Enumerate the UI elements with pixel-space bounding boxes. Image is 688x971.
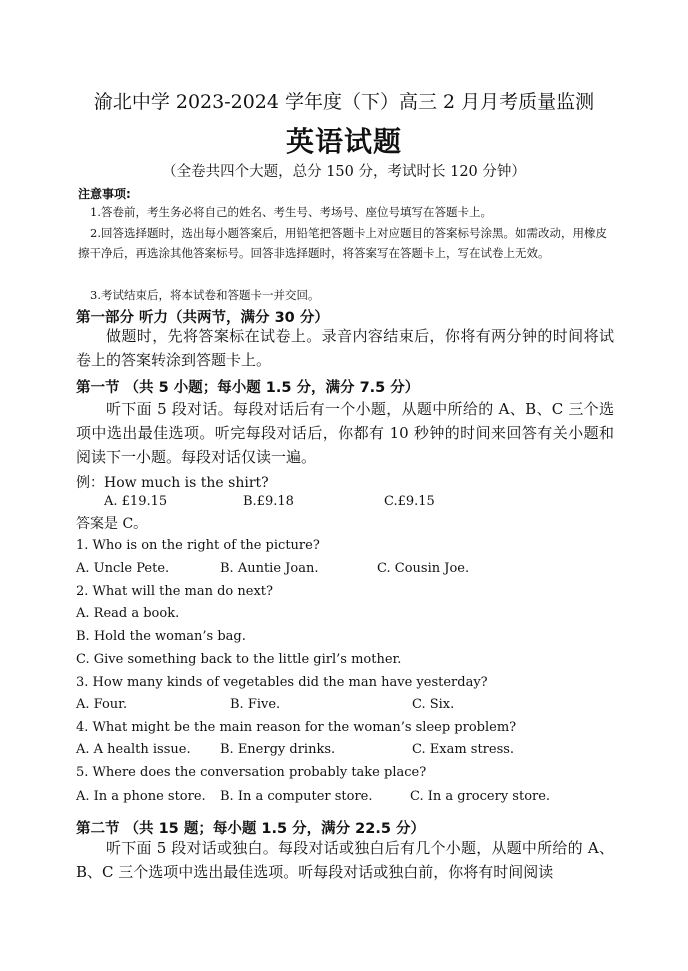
exam-subtitle: （全卷共四个大题，总分 150 分，考试时长 120 分钟） [162,164,526,180]
notice-item-1: 1.答卷前，考生务必将自己的姓名、考生号、考场号、座位号填写在答题卡上。 [90,205,492,219]
example-option-a: A. £19.15 [104,494,168,509]
question-3-option-b: B. Five. [230,697,281,712]
notice-item-2: 2.回答选择题时，选出每小题答案后，用铅笔把答题卡上对应题目的答案标号涂黑。如需改动，用橡皮擦干净后，再选涂其他答案标号。回答非选择题时，将答案写在答题卡上，写在试卷上无效。 [78,226,607,260]
question-3-option-c: C. Six. [412,697,455,712]
section1-heading: 第一节 （共 5 小题；每小题 1.5 分，满分 7.5 分） [76,380,420,396]
example-answer: 答案是 C。 [76,516,148,532]
question-5: 5. Where does the conversation probably take place? [76,765,427,780]
exam-title: 渝北中学 2023-2024 学年度（下）高三 2 月月考质量监测 [93,91,595,113]
question-2-option-c: C. Give something back to the little girl’s mother. [76,652,402,667]
question-4-option-c: C. Exam stress. [412,742,515,757]
question-4-option-b: B. Energy drinks. [220,742,336,757]
question-1-option-c: C. Cousin Joe. [377,561,470,576]
example-question: 例：How much is the shirt? [76,475,269,491]
notice-heading: 注意事项: [78,187,131,201]
example-option-c: C.£9.15 [384,494,435,509]
notice-item-3: 3.考试结束后，将本试卷和答题卡一并交回。 [90,288,320,302]
question-4-option-a: A. A health issue. [76,742,191,757]
question-5-option-a: A. In a phone store. [76,789,206,804]
question-5-option-b: B. In a computer store. [220,789,373,804]
question-1: 1. Who is on the right of the picture? [76,538,320,553]
question-2-option-a: A. Read a book. [76,606,180,621]
question-5-option-c: C. In a grocery store. [410,789,551,804]
part1-intro: 做题时，先将答案标在试卷上。录音内容结束后，你将有两分钟的时间将试卷上的答案转涂到答题卡上。 [76,327,614,369]
subject-title: 英语试题 [285,125,402,158]
question-3-option-a: A. Four. [76,697,128,712]
question-1-option-a: A. Uncle Pete. [76,561,170,576]
section1-intro: 听下面 5 段对话。每段对话后有一个小题，从题中所给的 A、B、C 三个选项中选出最佳选项。听完每段对话后，你都有 10 秒钟的时间来回答有关小题和阅读下一小题。每段对话仅读一遍。 [76,400,614,466]
question-4: 4. What might be the main reason for the woman’s sleep problem? [76,720,517,735]
question-2-option-b: B. Hold the woman’s bag. [76,629,246,644]
question-3: 3. How many kinds of vegetables did the man have yesterday? [76,675,488,690]
example-option-b: B.£9.18 [243,494,294,509]
question-2: 2. What will the man do next? [76,584,273,599]
section2-intro: 听下面 5 段对话或独白。每段对话或独白后有几个小题，从题中所给的 A、B、C 三个选项中选出最佳选项。听每段对话或独白前，你将有时间阅读 [76,839,614,881]
question-1-option-b: B. Auntie Joan. [220,561,319,576]
part1-heading: 第一部分 听力（共两节，满分 30 分） [76,310,329,326]
section2-heading: 第二节 （共 15 题；每小题 1.5 分，满分 22.5 分） [76,821,425,837]
